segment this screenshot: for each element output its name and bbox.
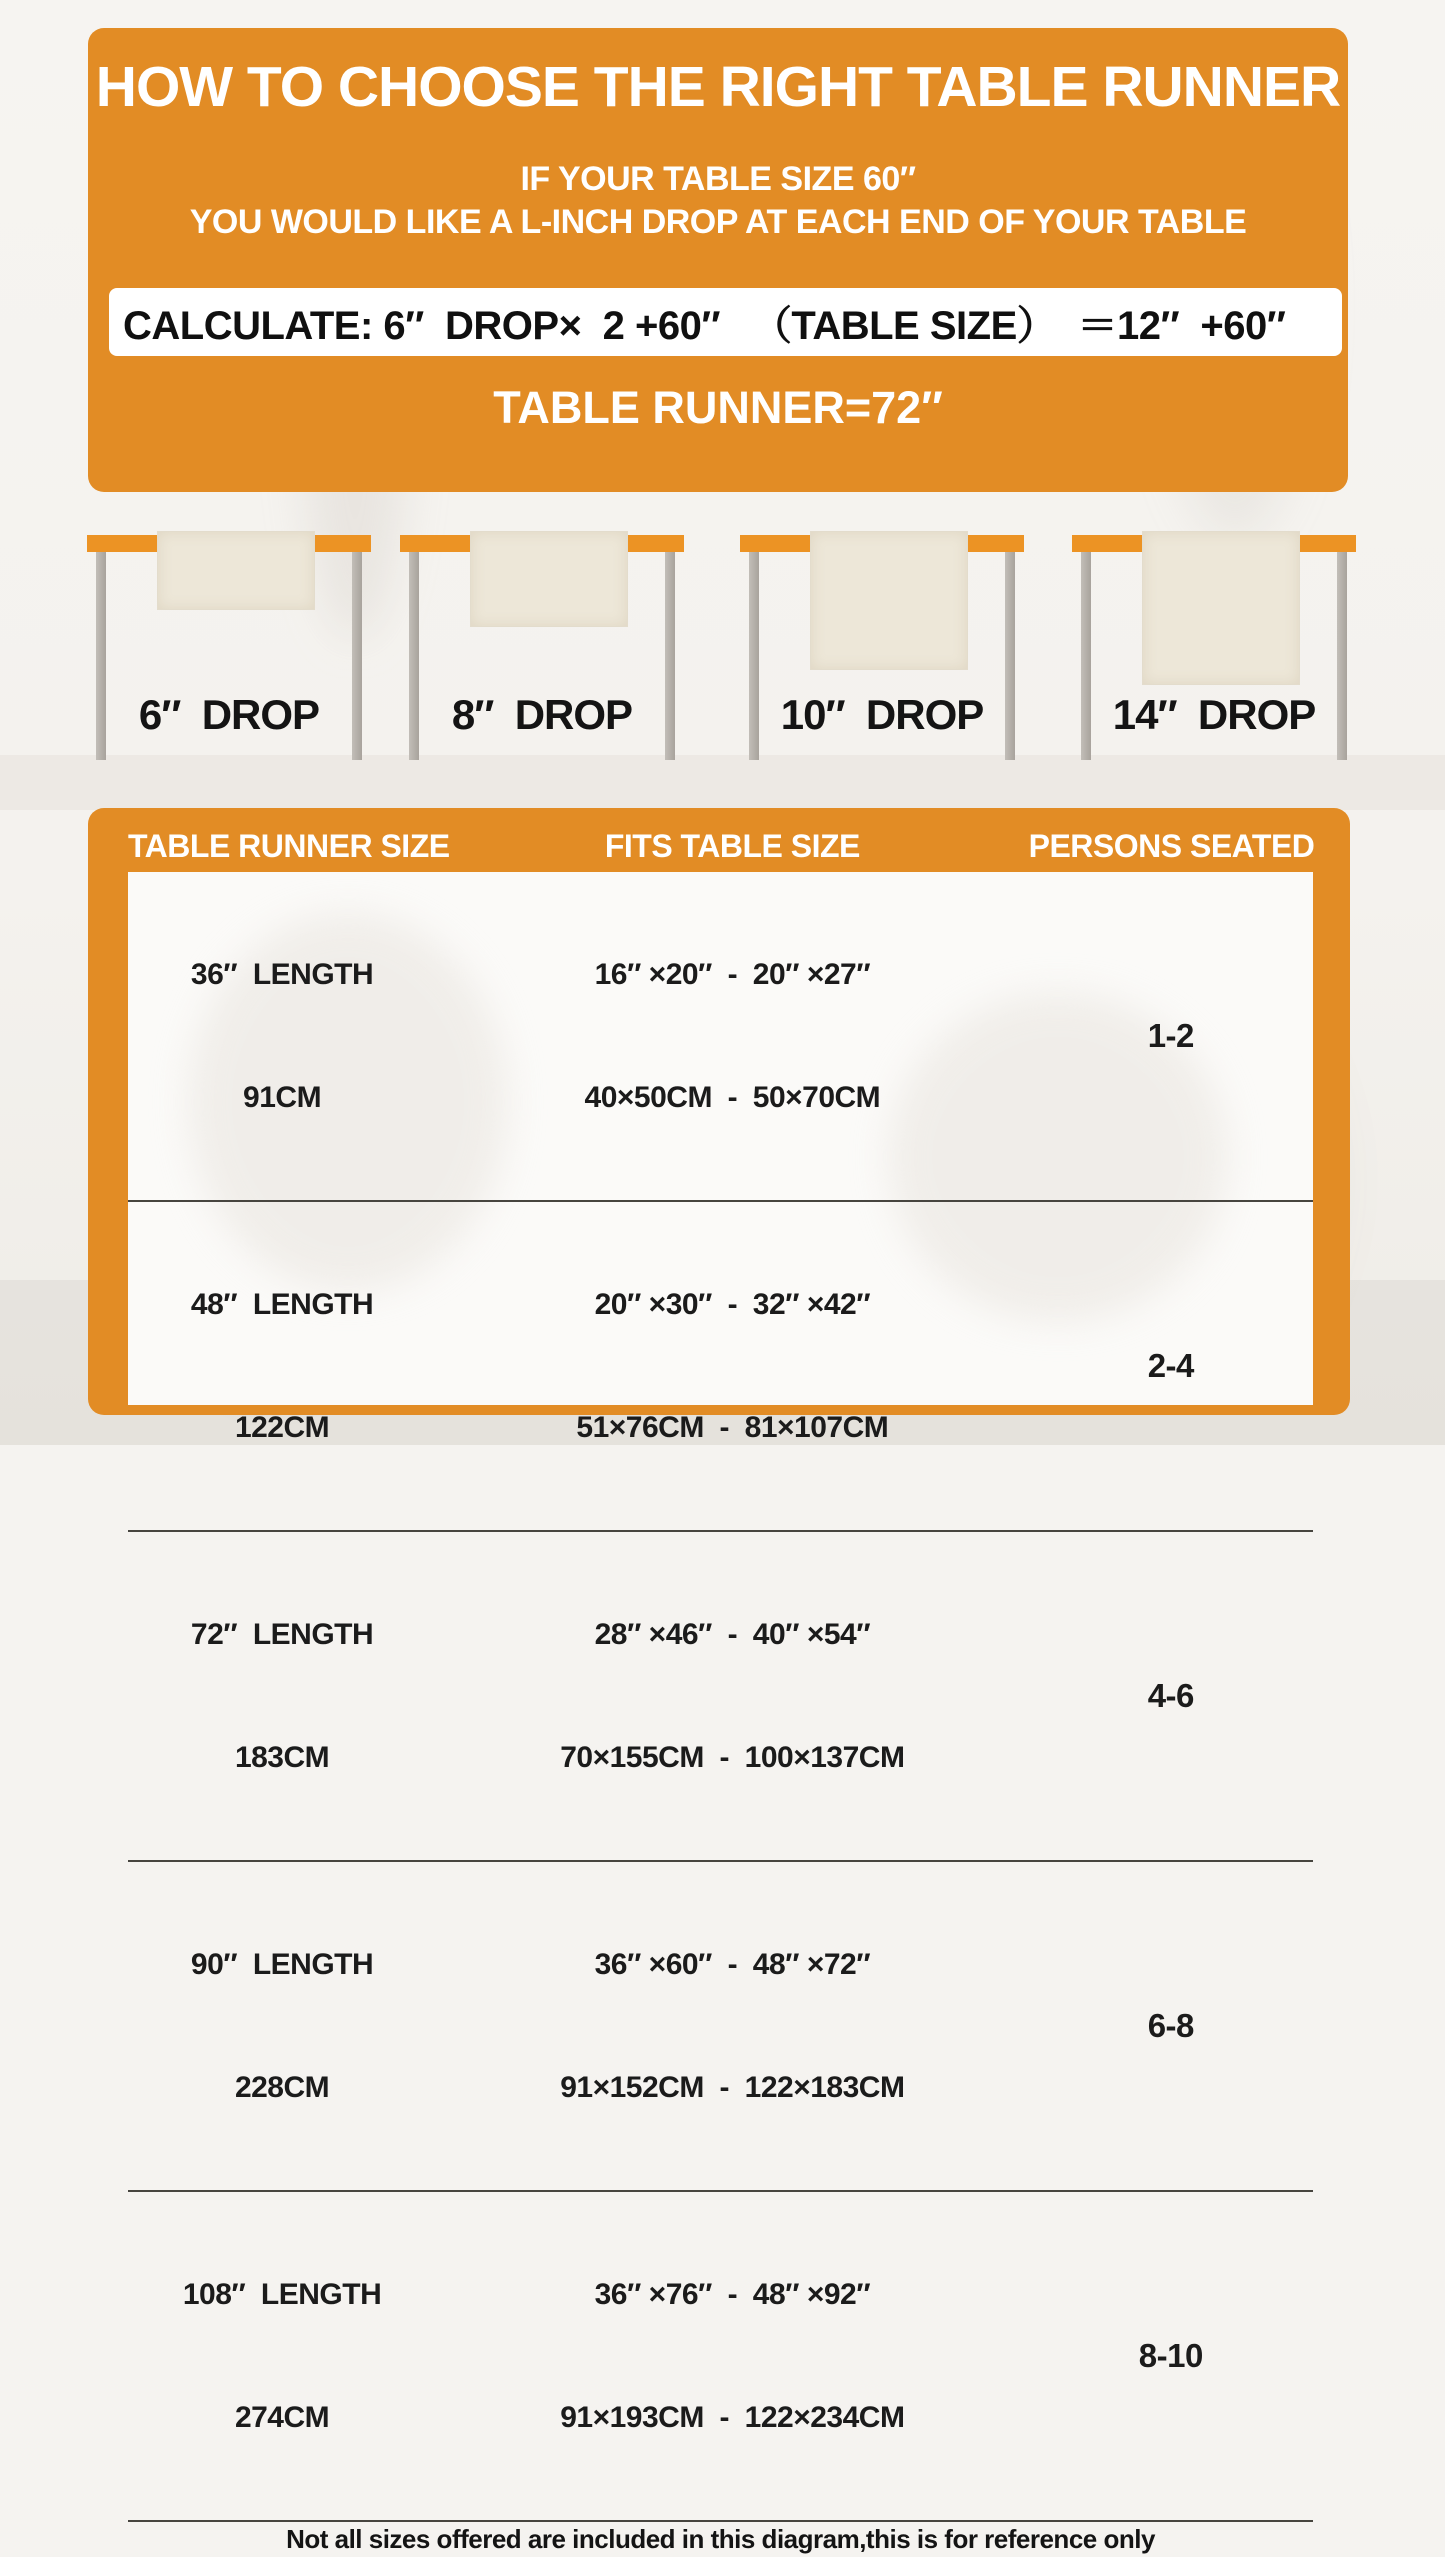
fits-cm: 91×152CM - 122×183CM [560, 2071, 905, 2104]
runner-graphic [157, 531, 315, 610]
header-runner-size: TABLE RUNNER SIZE [128, 828, 450, 864]
fits-cm: 40×50CM - 50×70CM [584, 1081, 881, 1114]
calculation-formula: CALCULATE: 6″ DROP× 2 +60″ （TABLE SIZE） ＝12″ +60″ [123, 303, 1286, 348]
subtitle-line2: YOU WOULD LIKE A L-INCH DROP AT EACH END OF YOUR TABLE [189, 203, 1247, 241]
header-fits-table-size: FITS TABLE SIZE [604, 828, 860, 864]
table-row [128, 1532, 1313, 1862]
fits-size-cell [436, 1202, 1029, 1530]
result-text: TABLE RUNNER=72″ [493, 382, 943, 433]
drop-label: 6″ DROP [138, 691, 320, 738]
drop-diagram-8in [400, 531, 684, 781]
runner-size-cell [128, 1862, 436, 2190]
table-row [128, 2192, 1313, 2522]
table-row [128, 872, 1313, 1202]
runner-size-cell [128, 1532, 436, 1860]
persons-cell: 1-2 [1147, 1017, 1194, 1054]
persons-cell: 6-8 [1147, 2007, 1194, 2044]
table-row [128, 1862, 1313, 2192]
runner-length-cm: 122CM [234, 1411, 330, 1444]
runner-length: 108″ LENGTH [182, 2278, 382, 2311]
fits-size-cell [436, 872, 1029, 1200]
drop-label: 8″ DROP [451, 691, 633, 738]
runner-graphic [810, 531, 968, 670]
runner-length-cm: 228CM [234, 2071, 330, 2104]
size-chart-table [128, 872, 1313, 2554]
size-chart-panel [88, 808, 1350, 2554]
fits-inches: 28″ ×46″ - 40″ ×54″ [594, 1618, 871, 1651]
drop-diagram-14in [1072, 531, 1356, 781]
runner-size-cell [128, 872, 436, 1200]
persons-cell: 2-4 [1147, 1347, 1194, 1384]
fits-inches: 20″ ×30″ - 32″ ×42″ [594, 1288, 871, 1321]
subtitle-line1: IF YOUR TABLE SIZE 60″ [520, 160, 916, 198]
runner-length: 48″ LENGTH [190, 1288, 374, 1321]
table-row [128, 1202, 1313, 1532]
fits-cm: 51×76CM - 81×107CM [576, 1411, 889, 1444]
persons-cell: 8-10 [1138, 2337, 1203, 2374]
runner-length-cm: 91CM [243, 1081, 322, 1114]
instructions-panel [88, 28, 1348, 492]
calculation-bar [109, 288, 1342, 356]
persons-cell: 4-6 [1147, 1677, 1194, 1714]
drop-diagram-10in [740, 531, 1024, 781]
fits-cm: 70×155CM - 100×137CM [560, 1741, 905, 1774]
runner-length: 36″ LENGTH [190, 958, 374, 991]
header-persons-seated: PERSONS SEATED [1028, 828, 1315, 864]
fits-size-cell [436, 2192, 1029, 2520]
fits-inches: 36″ ×76″ - 48″ ×92″ [594, 2278, 871, 2311]
fits-inches: 36″ ×60″ - 48″ ×72″ [594, 1948, 871, 1981]
size-chart-header [128, 824, 1313, 868]
runner-length-cm: 274CM [234, 2401, 330, 2434]
runner-size-cell [128, 2192, 436, 2520]
runner-graphic [470, 531, 628, 627]
runner-length: 90″ LENGTH [190, 1948, 374, 1981]
runner-length: 72″ LENGTH [190, 1618, 374, 1651]
drop-diagram-6in [87, 531, 371, 781]
drop-label: 10″ DROP [780, 691, 984, 738]
page-title: HOW TO CHOOSE THE RIGHT TABLE RUNNER [95, 55, 1341, 119]
drop-label: 14″ DROP [1112, 691, 1316, 738]
disclaimer-note: Not all sizes offered are included in this diagram,this is for reference only [286, 2524, 1155, 2554]
fits-size-cell [436, 1532, 1029, 1860]
fits-cm: 91×193CM - 122×234CM [560, 2401, 905, 2434]
runner-graphic [1142, 531, 1300, 685]
runner-size-cell [128, 1202, 436, 1530]
fits-size-cell [436, 1862, 1029, 2190]
runner-length-cm: 183CM [234, 1741, 330, 1774]
fits-inches: 16″ ×20″ - 20″ ×27″ [594, 958, 871, 991]
